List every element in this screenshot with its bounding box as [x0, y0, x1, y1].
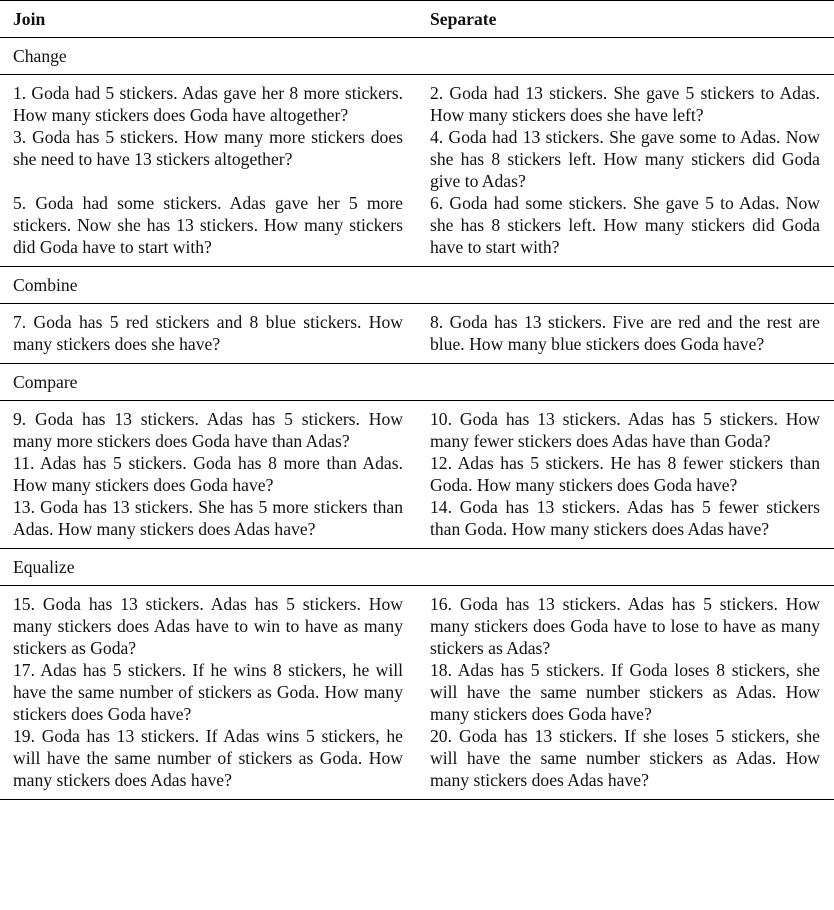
separate-problem: 14. Goda has 13 stickers. Adas has 5 fewer stickers than Goda. How many stickers does Adas have? [430, 497, 820, 539]
header-join: Join [13, 8, 46, 29]
problem-row [0, 593, 834, 659]
separate-problem: 8. Goda has 13 stickers. Five are red and the rest are blue. How many blue stickers does Goda have? [430, 312, 820, 354]
join-problem: 5. Goda had some stickers. Adas gave her 5 more stickers. Now she has 13 stickers. How many stickers did Goda have to start with? [13, 193, 403, 257]
section-label: Equalize [13, 556, 75, 577]
section-label: Compare [13, 371, 78, 392]
section-body [0, 75, 834, 266]
problem-row [0, 496, 834, 540]
join-problem: 19. Goda has 13 stickers. If Adas wins 5 stickers, he will have the same number of stickers as Goda. How many stickers does Adas have? [13, 726, 403, 790]
problem-row [0, 126, 834, 192]
section-body [0, 586, 834, 799]
problem-row [0, 311, 834, 355]
join-problem: 11. Adas has 5 stickers. Goda has 8 more than Adas. How many stickers does Goda have? [13, 453, 403, 495]
separate-problem: 10. Goda has 13 stickers. Adas has 5 stickers. How many fewer stickers does Adas have than Goda? [430, 409, 820, 451]
join-problem: 15. Goda has 13 stickers. Adas has 5 stickers. How many stickers does Adas have to win to have as many stickers as Goda? [13, 594, 403, 658]
separate-problem: 6. Goda had some stickers. She gave 5 to Adas. Now she has 8 stickers left. How many stickers did Goda have to start with? [430, 193, 820, 257]
section-label: Change [13, 45, 67, 66]
header-separate: Separate [430, 8, 497, 29]
join-problem: 17. Adas has 5 stickers. If he wins 8 stickers, he will have the same number of stickers as Goda. How many stickers does Goda have? [13, 660, 403, 724]
problem-row [0, 82, 834, 126]
section-label: Combine [13, 274, 78, 295]
problem-row [0, 452, 834, 496]
bottom-rule [0, 799, 834, 800]
separate-problem: 2. Goda had 13 stickers. She gave 5 stickers to Adas. How many stickers does she have left? [430, 83, 820, 125]
separate-problem: 16. Goda has 13 stickers. Adas has 5 stickers. How many stickers does Goda have to lose to have as many stickers as Adas? [430, 594, 820, 658]
problem-row [0, 192, 834, 258]
section-body [0, 401, 834, 548]
separate-problem: 4. Goda had 13 stickers. She gave some to Adas. Now she has 8 stickers left. How many stickers did Goda give to Adas? [430, 127, 820, 191]
join-problem: 9. Goda has 13 stickers. Adas has 5 stickers. How many more stickers does Goda have than Adas? [13, 409, 403, 451]
section-body [0, 304, 834, 363]
separate-problem: 20. Goda has 13 stickers. If she loses 5 stickers, she will have the same number stickers as Adas. How many stickers does Adas have? [430, 726, 820, 790]
problem-row [0, 659, 834, 725]
join-problem: 7. Goda has 5 red stickers and 8 blue stickers. How many stickers does she have? [13, 312, 403, 354]
join-problem: 3. Goda has 5 stickers. How many more stickers does she need to have 13 stickers altogether? [13, 127, 403, 169]
problem-row [0, 408, 834, 452]
join-problem: 13. Goda has 13 stickers. She has 5 more stickers than Adas. How many stickers does Adas have? [13, 497, 403, 539]
table-header [0, 1, 834, 37]
problem-row [0, 725, 834, 791]
separate-problem: 18. Adas has 5 stickers. If Goda loses 8 stickers, she will have the same number stickers as Adas. How many stickers does Goda have? [430, 660, 820, 724]
join-problem: 1. Goda had 5 stickers. Adas gave her 8 more stickers. How many stickers does Goda have altogether? [13, 83, 403, 125]
separate-problem: 12. Adas has 5 stickers. He has 8 fewer stickers than Goda. How many stickers does Goda have? [430, 453, 820, 495]
